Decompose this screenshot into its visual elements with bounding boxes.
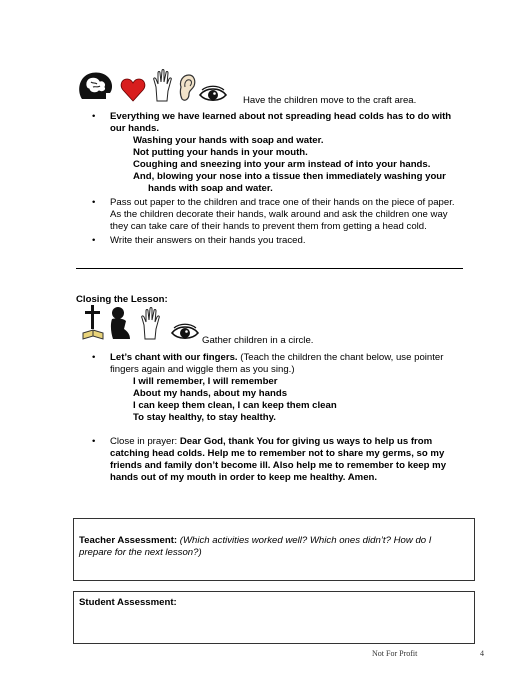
teacher-assessment-label: Teacher Assessment: <box>79 535 178 546</box>
heart-icon <box>120 77 146 108</box>
bullet-marker: • <box>92 235 96 246</box>
bullet1-line2: our hands. <box>110 123 160 134</box>
prayer-text: Dear God, thank You for giving us ways to help us from <box>179 436 433 447</box>
sub-item: And, blowing your nose into a tissue then immediately washing your <box>133 171 446 182</box>
bullet-marker: • <box>92 352 96 363</box>
student-assessment-label: Student Assessment: <box>79 597 177 608</box>
eye-icon <box>198 85 228 108</box>
praying-child-icon <box>108 305 134 346</box>
head-brain-icon <box>76 69 116 108</box>
chant-line: To stay healthy, to stay healthy. <box>133 412 276 423</box>
chant-line: I can keep them clean, I can keep them clean <box>133 400 337 411</box>
bullet-marker: • <box>92 197 96 208</box>
sub-item: Washing your hands with soap and water. <box>133 135 324 146</box>
cross-bible-icon <box>82 303 104 346</box>
footer-text: Not For Profit <box>372 649 418 658</box>
prayer-line: friends and family don’t become ill. Also help me to remember to keep my <box>110 460 447 471</box>
chant-bold: Let’s chant with our fingers. <box>110 352 238 363</box>
closing-instruction: Gather children in a circle. <box>202 335 314 346</box>
teacher-assessment-prompt-line2: prepare for the next lesson?) <box>79 547 202 558</box>
student-assessment-box[interactable] <box>73 591 475 644</box>
bullet2-line: Pass out paper to the children and trace one of their hands on the piece of paper. <box>110 197 455 208</box>
chant-line: About my hands, about my hands <box>133 388 288 399</box>
bullet3-text: Write their answers on their hands you traced. <box>110 235 306 246</box>
section-divider <box>76 268 463 269</box>
chant-line: I will remember, I will remember <box>133 376 278 387</box>
chant-intro-line2: fingers again and wiggle them as you sing.) <box>110 364 295 375</box>
page-number: 4 <box>480 649 484 658</box>
prayer-line: hands out of my mouth in order to keep me healthy. Amen. <box>110 472 378 483</box>
craft-icon-row <box>76 72 228 108</box>
eye-icon <box>170 323 200 346</box>
prayer-line: catching head colds. Help me to remember not to share my germs, so my <box>110 448 445 459</box>
sub-item: Not putting your hands in your mouth. <box>133 147 308 158</box>
closing-icon-row <box>82 308 200 346</box>
bullet2-line: As the children decorate their hands, walk around and ask the children one way <box>110 209 448 220</box>
bullet1-line1: Everything we have learned about not spreading head colds has to do with <box>110 111 452 122</box>
hand-icon <box>140 307 162 346</box>
chant-intro-line1 <box>110 352 443 364</box>
bullet-marker: • <box>92 111 96 122</box>
hand-icon <box>152 69 174 108</box>
craft-instruction: Have the children move to the craft area. <box>243 95 417 106</box>
prayer-line1 <box>110 436 432 448</box>
chant-rest: (Teach the children the chant below, use pointer <box>237 352 444 363</box>
sub-item: Coughing and sneezing into your arm instead of into your hands. <box>133 159 431 170</box>
teacher-assessment-prompt: (Which activities worked well? Which ones didn’t? How do I <box>177 535 432 546</box>
sub-item: hands with soap and water. <box>148 183 273 194</box>
teacher-assessment-line1 <box>79 535 431 547</box>
closing-heading: Closing the Lesson: <box>76 294 168 305</box>
prayer-intro: Close in prayer: <box>110 436 180 447</box>
teacher-assessment-box[interactable] <box>73 518 475 581</box>
bullet-marker: • <box>92 436 96 447</box>
bullet2-line: they can take care of their hands to prevent them from getting a head cold. <box>110 221 427 232</box>
ear-icon <box>178 73 196 108</box>
